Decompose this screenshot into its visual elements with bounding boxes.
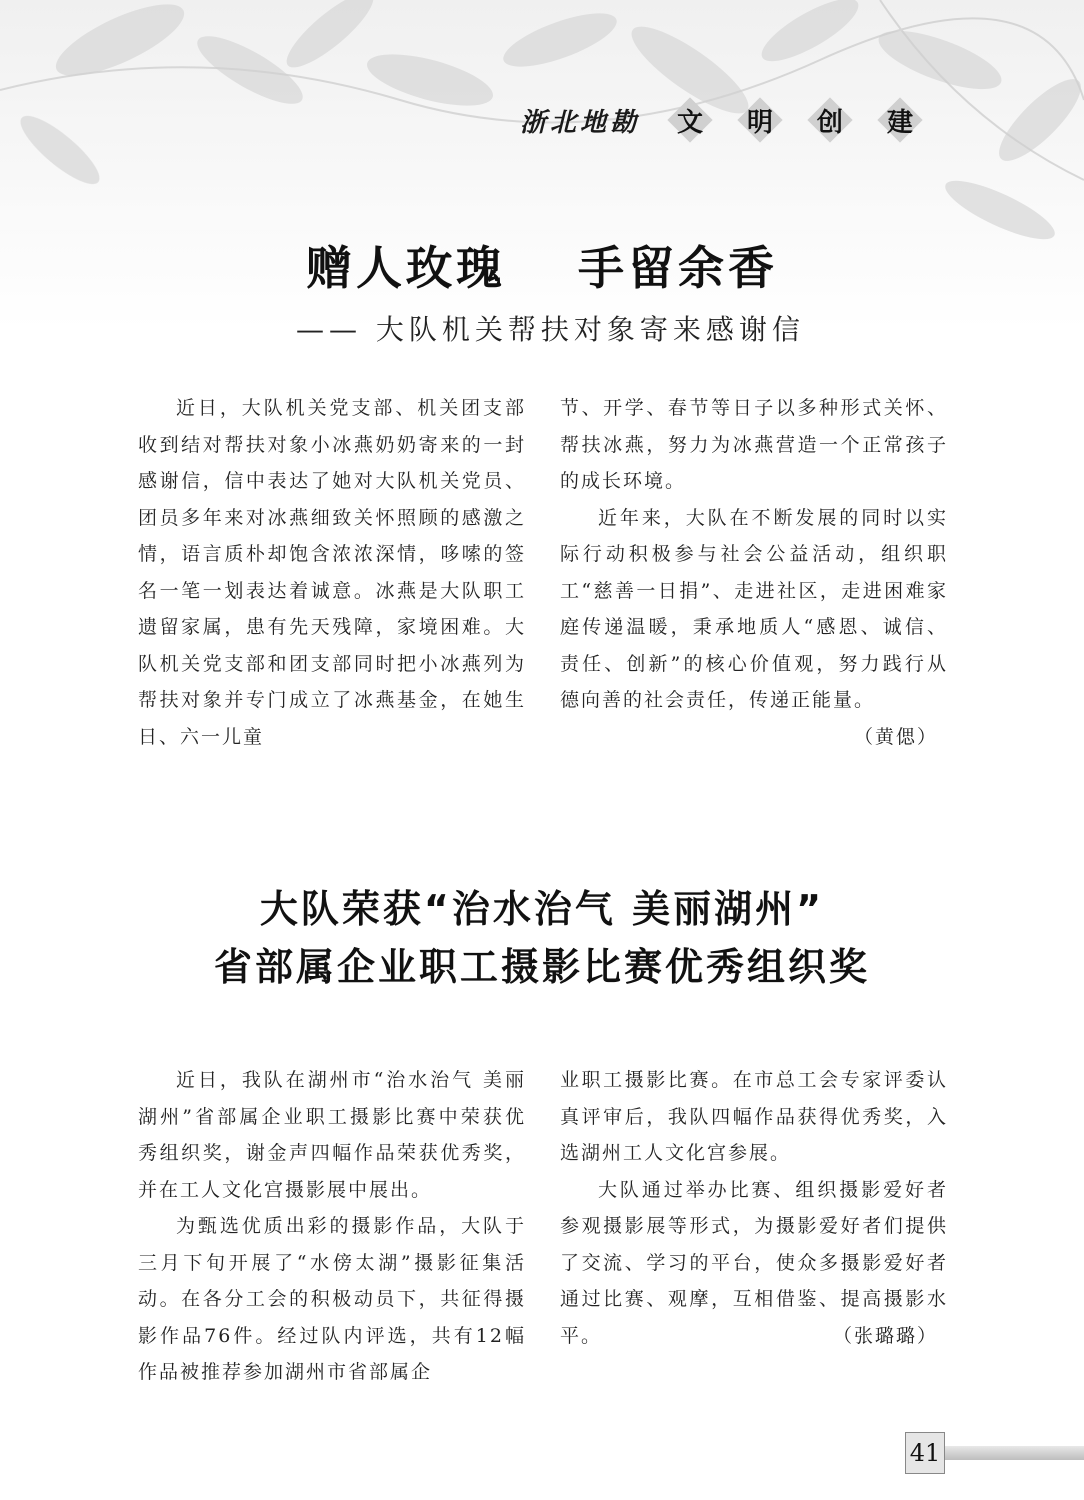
article1-paragraph-2: 近年来，大队在不断发展的同时以实际行动积极参与社会公益活动，组织职工“慈善一日捐”、走进社区，走进困难家庭传递温暖，秉承地质人“感恩、诚信、责任、创新”的核心价值观，努力践行从德向善的社会责任，传递正能量。 (560, 506, 948, 711)
section-title (662, 96, 942, 144)
section-char-jian: 建 (872, 96, 928, 144)
article1-title (0, 232, 1084, 298)
article1-paragraph-1-cont: 节、开学、春节等日子以多种形式关怀、帮扶冰燕，努力为冰燕营造一个正常孩子的成长环境。 (560, 397, 948, 492)
article2-left-column (138, 1062, 526, 1391)
section-char-wen: 文 (662, 96, 718, 144)
section-char-chuang: 创 (802, 96, 858, 144)
article1-left-column (138, 390, 526, 755)
article2-title-line1: 大队荣获“治水治气 美丽湖州” (259, 887, 825, 931)
article2-title-line2: 省部属企业职工摄影比赛优秀组织奖 (213, 945, 870, 989)
article2-title (0, 880, 1084, 996)
article2-author: （张璐璐） (832, 1324, 938, 1347)
article1-title-part2: 手留余香 (578, 241, 778, 295)
article2-right-column (560, 1062, 948, 1354)
article1-right-column (560, 390, 948, 755)
article2-paragraph-3: 大队通过举办比赛、组织摄影爱好者参观摄影展等形式，为摄影爱好者们提供了交流、学习的平台，使众多摄影爱好者通过比赛、观摩，互相借鉴、提高摄影水平。 (560, 1178, 948, 1347)
article2-paragraph-2: 为甄选优质出彩的摄影作品，大队于三月下旬开展了“水傍太湖”摄影征集活动。在各分工会的积极动员下，共征得摄影作品76件。经过队内评选，共有12幅作品被推荐参加湖州市省部属企 (138, 1215, 526, 1383)
page-number: 41 (905, 1432, 945, 1474)
article1-author: （黄偲） (853, 725, 938, 748)
article1-paragraph-1: 近日，大队机关党支部、机关团支部收到结对帮扶对象小冰燕奶奶寄来的一封感谢信，信中表达了她对大队机关党员、团员多年来对冰燕细致关怀照顾的感激之情，语言质朴却饱含浓浓深情，哆嗦的签名一笔一划表达着诚意。冰燕是大队职工遗留家属，患有先天残障，家境困难。大队机关党支部和团支部同时把小冰燕列为帮扶对象并专门成立了冰燕基金，在她生日、六一儿童 (138, 397, 526, 748)
section-char-ming: 明 (732, 96, 788, 144)
article1-subtitle: —— 大队机关帮扶对象寄来感谢信 (296, 313, 805, 346)
article1-title-part1: 赠人玫瑰 (306, 241, 506, 295)
article2-paragraph-1: 近日，我队在湖州市“治水治气 美丽湖州”省部属企业职工摄影比赛中荣获优秀组织奖，谢金声四幅作品荣获优秀奖，并在工人文化宫摄影展中展出。 (138, 1069, 526, 1201)
footer-bar (945, 1446, 1084, 1460)
magazine-name: 浙北地勘 (520, 107, 641, 138)
section-header (520, 96, 942, 144)
article2-paragraph-2-cont: 业职工摄影比赛。在市总工会专家评委认真评审后，我队四幅作品获得优秀奖，入选湖州工人文化宫参展。 (560, 1069, 948, 1164)
